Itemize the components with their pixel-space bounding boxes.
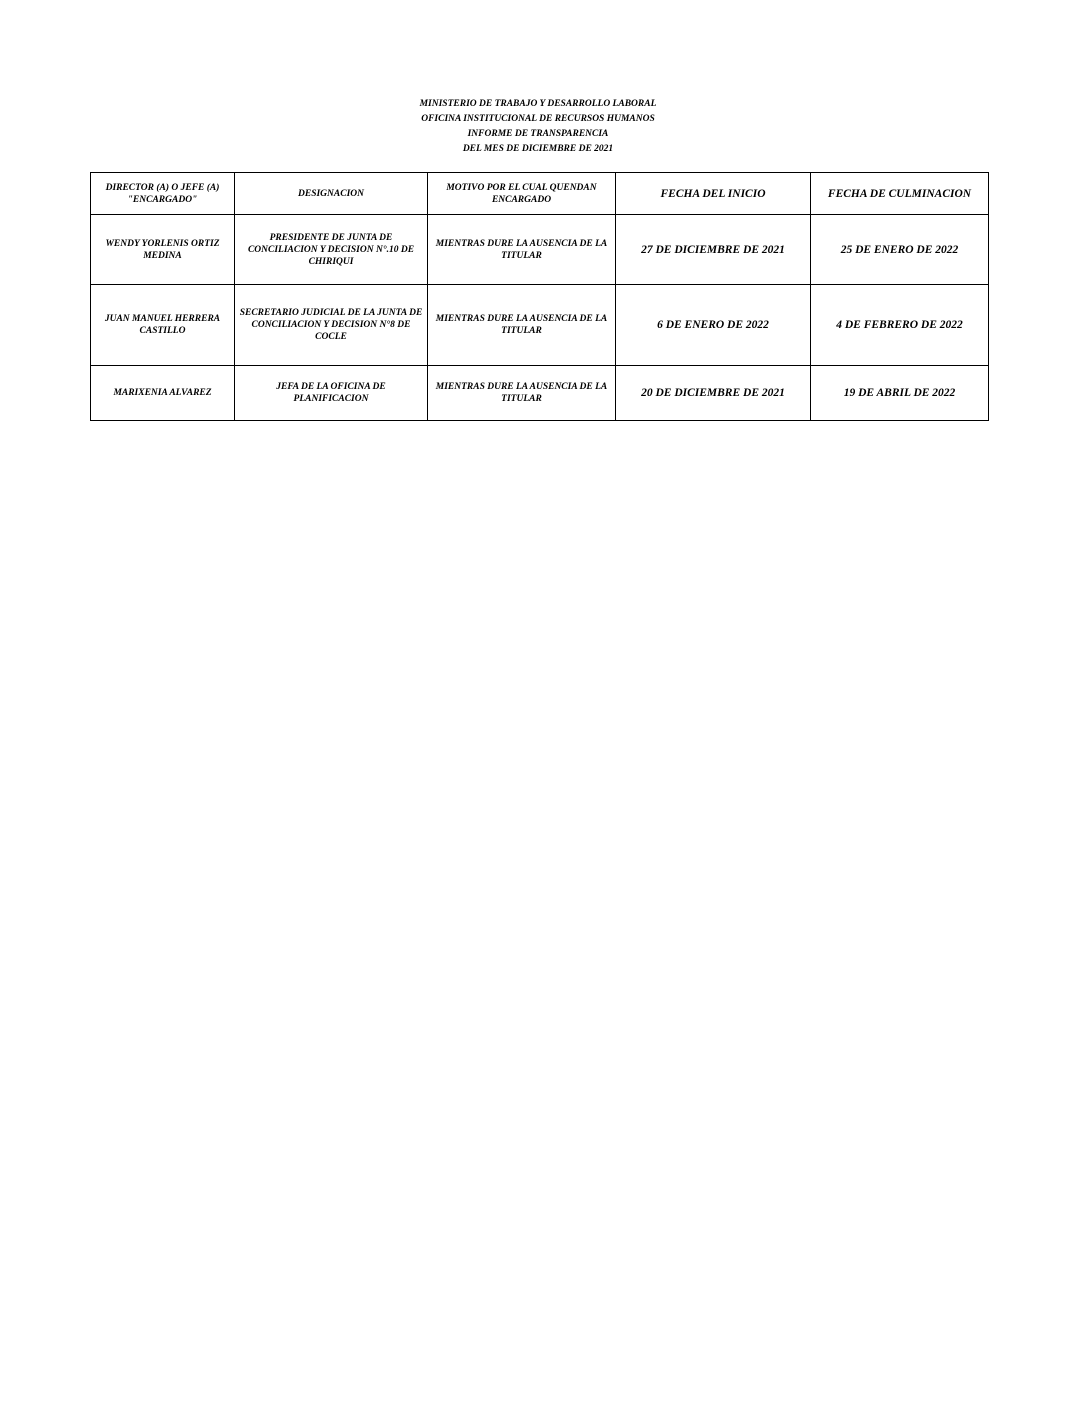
cell-end-date: 19 DE ABRIL DE 2022 [811, 366, 989, 421]
column-header-designation: DESIGNACION [235, 173, 428, 215]
table-row [91, 366, 989, 421]
header-report-title: INFORME DE TRANSPARENCIA [467, 129, 609, 139]
column-header-start-date: FECHA DEL INICIO [616, 173, 811, 215]
cell-reason: MIENTRAS DURE LA AUSENCIA DE LA TITULAR [428, 285, 616, 366]
cell-designation: PRESIDENTE DE JUNTA DE CONCILIACION Y DECISION N°.10 DE CHIRIQUI [235, 215, 428, 285]
table-row [91, 215, 989, 285]
cell-name: JUAN MANUEL HERRERA CASTILLO [91, 285, 235, 366]
cell-start-date: 6 DE ENERO DE 2022 [616, 285, 811, 366]
cell-name: WENDY YORLENIS ORTIZ MEDINA [91, 215, 235, 285]
cell-reason: MIENTRAS DURE LA AUSENCIA DE LA TITULAR [428, 215, 616, 285]
cell-end-date: 25 DE ENERO DE 2022 [811, 215, 989, 285]
report-header [0, 97, 1076, 157]
table-header-row [91, 173, 989, 215]
header-ministry: MINISTERIO DE TRABAJO Y DESARROLLO LABORAL [419, 99, 657, 109]
cell-end-date: 4 DE FEBRERO DE 2022 [811, 285, 989, 366]
header-office: OFICINA INSTITUCIONAL DE RECURSOS HUMANOS [421, 114, 655, 124]
cell-designation: JEFA DE LA OFICINA DE PLANIFICACION [235, 366, 428, 421]
column-header-director: DIRECTOR (A) O JEFE (A) "ENCARGADO" [91, 173, 235, 215]
table-row [91, 285, 989, 366]
cell-start-date: 27 DE DICIEMBRE DE 2021 [616, 215, 811, 285]
cell-start-date: 20 DE DICIEMBRE DE 2021 [616, 366, 811, 421]
column-header-reason: MOTIVO POR EL CUAL QUENDAN ENCARGADO [428, 173, 616, 215]
cell-reason: MIENTRAS DURE LA AUSENCIA DE LA TITULAR [428, 366, 616, 421]
cell-designation: SECRETARIO JUDICIAL DE LA JUNTA DE CONCILIACION Y DECISION N°8 DE COCLE [235, 285, 428, 366]
cell-name: MARIXENIA ALVAREZ [91, 366, 235, 421]
transparency-table [90, 172, 989, 421]
column-header-end-date: FECHA DE CULMINACION [811, 173, 989, 215]
header-period: DEL MES DE DICIEMBRE DE 2021 [462, 144, 614, 154]
